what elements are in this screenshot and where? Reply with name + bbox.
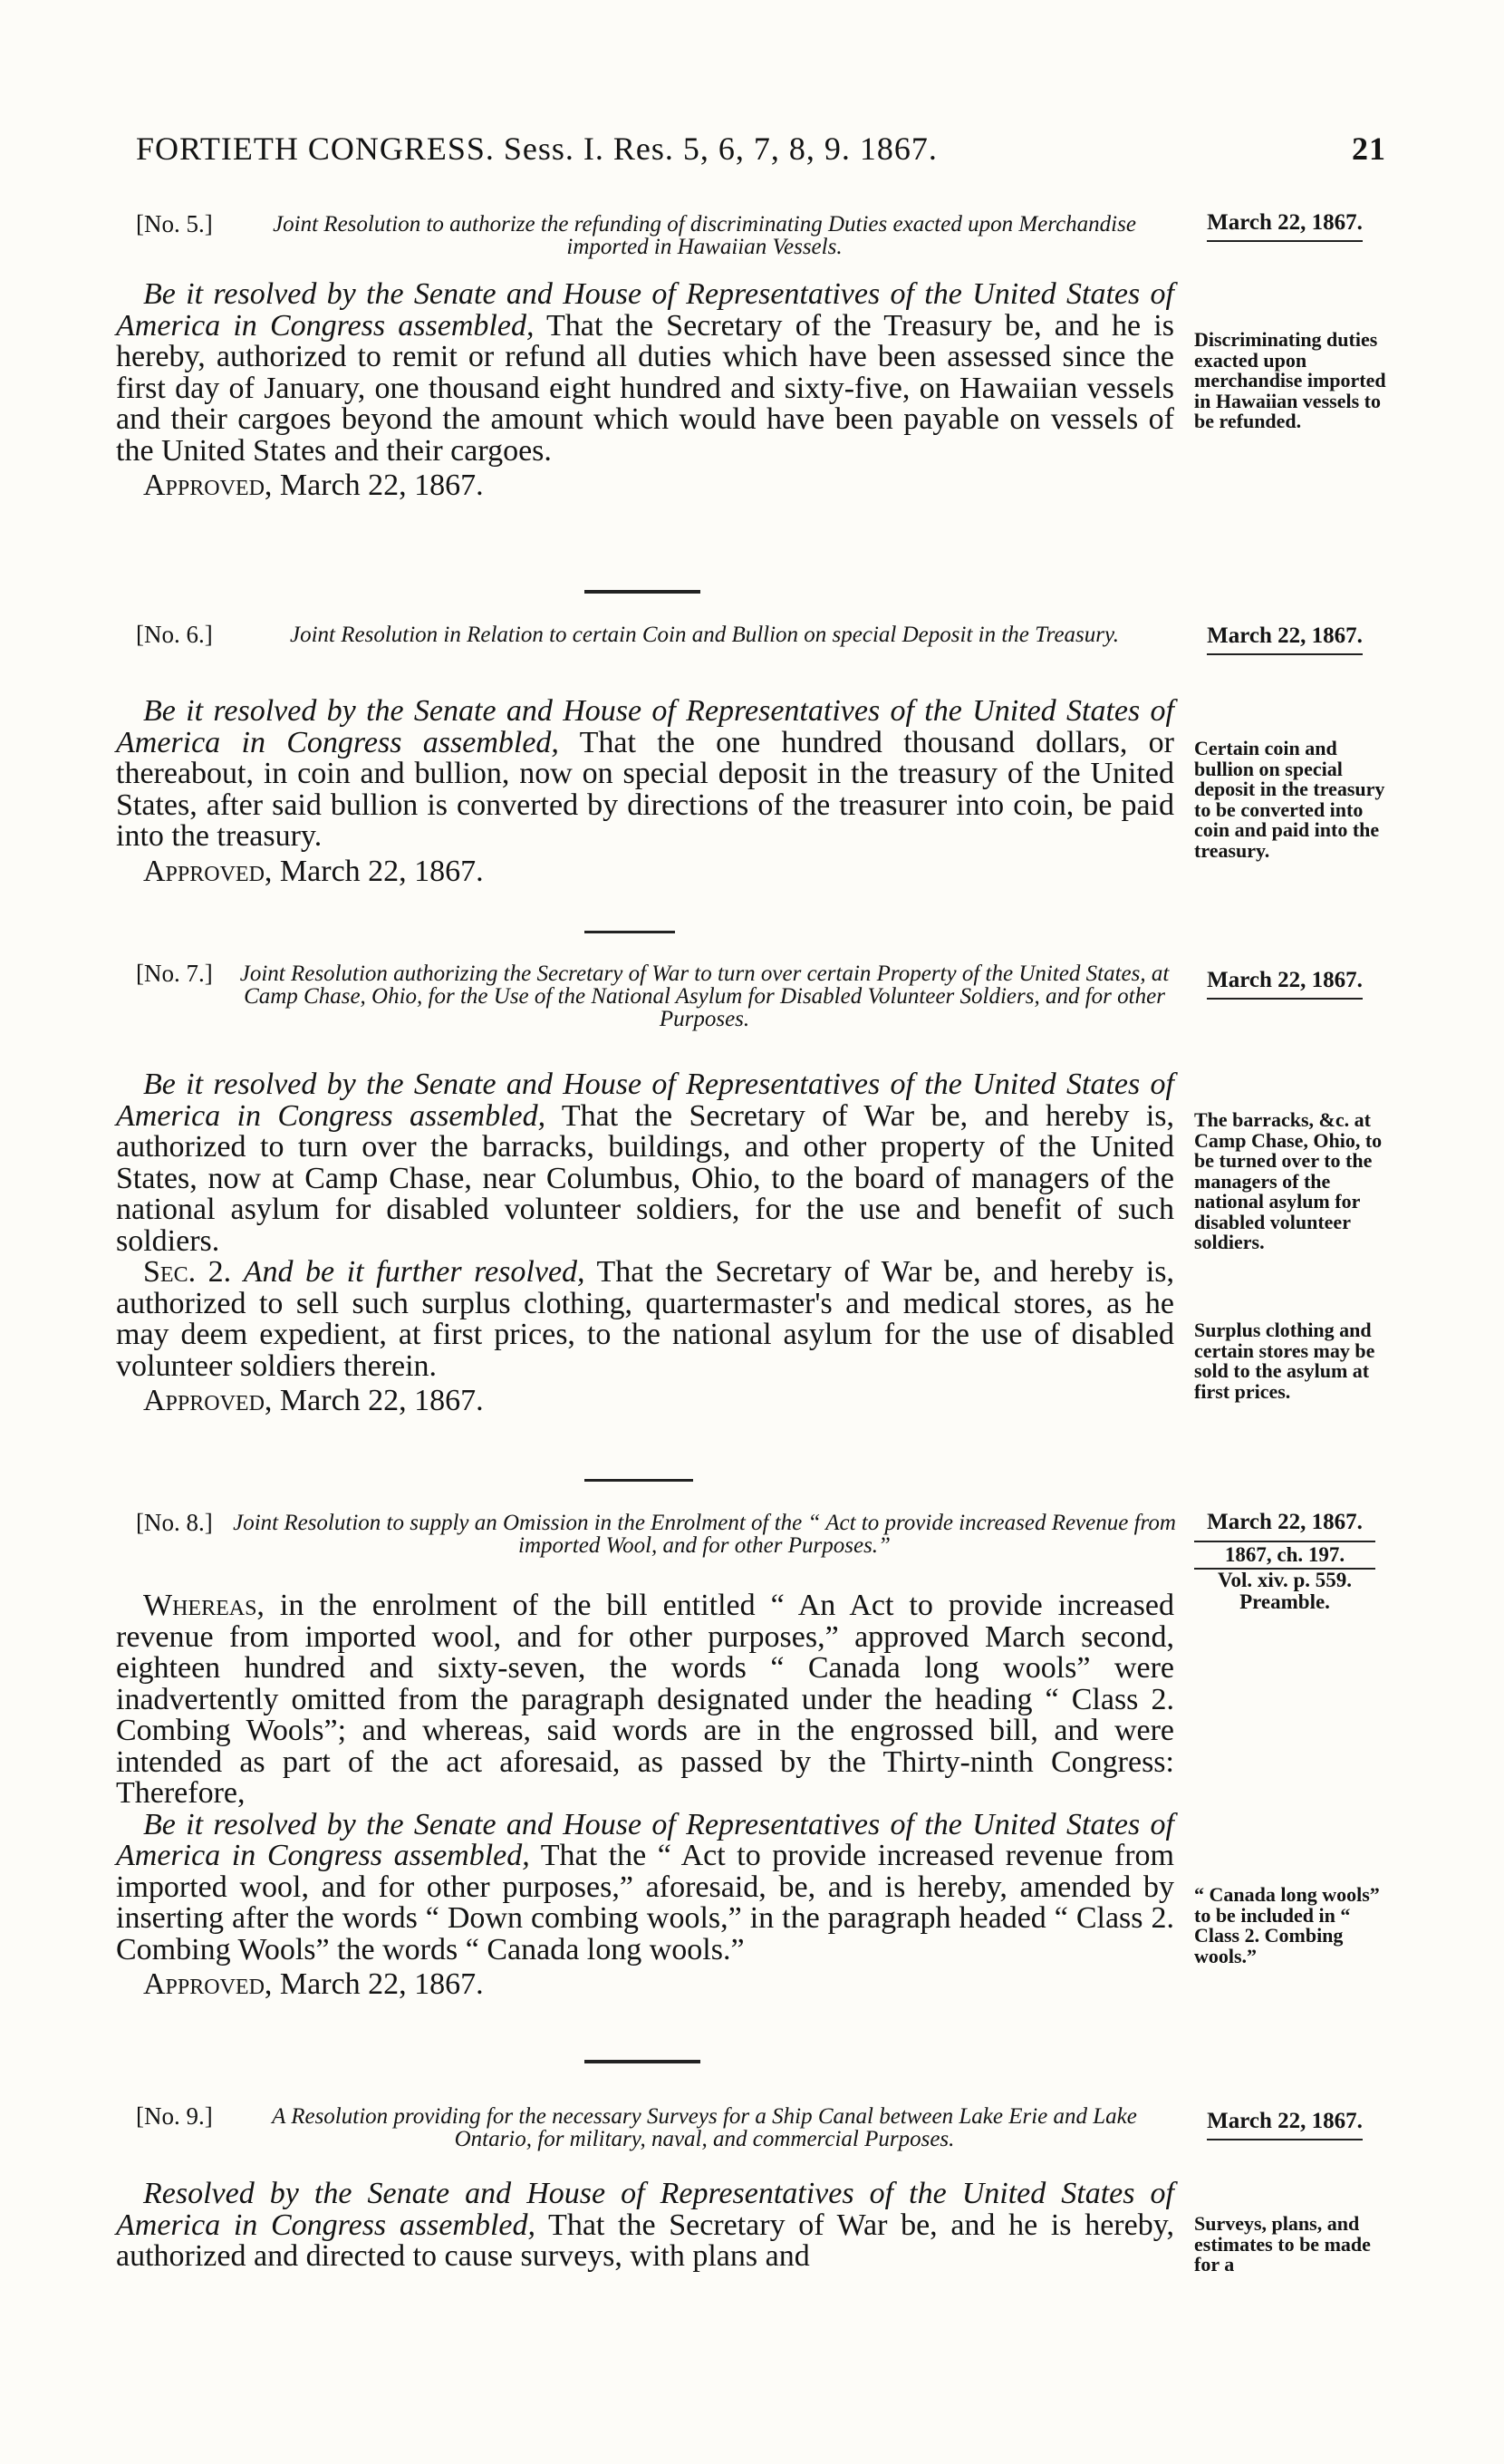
citation-1: 1867, ch. 197. (1194, 1541, 1375, 1570)
margin-note: Surveys, plans, and estimates to be made for a (1194, 2212, 1371, 2276)
section-rule (584, 1479, 693, 1482)
resolution-number: [No. 5.] (136, 210, 213, 237)
resolution-headline (136, 1509, 1178, 1558)
statute-citation (1194, 1541, 1375, 1613)
resolution-title: Joint Resolution to supply an Omission in the Enrolment of the “ Act to provide increased Revenue from imported Wool, and for other Purposes.” (233, 1511, 1176, 1558)
resolution-text (116, 2179, 1174, 2273)
section-rule (584, 2060, 700, 2063)
running-title: FORTIETH CONGRESS. Sess. I. Res. 5, 6, 7, 8, 9. 1867. (136, 130, 938, 167)
resolution-number: [No. 7.] (136, 960, 213, 987)
approved-line: Approved, March 22, 1867. (143, 1967, 484, 2001)
resolution-date: March 22, 1867. (1194, 968, 1375, 993)
citation-2: Vol. xiv. p. 559. (1217, 1569, 1353, 1591)
resolution-headline (136, 962, 1178, 1030)
margin-note: “ Canada long wools” to be included in “ Class 2. Combing wools.” (1194, 1883, 1380, 1967)
margin-note: Discriminating duties exacted upon merchandise imported in Hawaiian vessels to be refunded. (1194, 328, 1386, 432)
preamble-text: Whereas, in the enrolment of the bill entitled “ An Act to provide increased revenue from imported wool, and for other purposes,” approved March second, eighteen hundred and sixty-seven, the words “ Canada long wools” were inadvertently omitted from the paragraph designated under the heading “ Class 2. Combing Wools”; and whereas, said words are in the engrossed bill, and were intended as part of the act aforesaid, as passed by the Thirty-ninth Congress: Therefore, (116, 1589, 1175, 1810)
resolution-body (116, 279, 1174, 502)
resolution-title: A Resolution providing for the necessary Surveys for a Ship Canal between Lake Erie and Lake Ontario, for military, naval, and commercial Purposes. (272, 2104, 1137, 2151)
resolution-operative-text: That the Secretary of War be, and he is hereby, authorized and directed to cause surveys, with plans and (116, 2208, 1174, 2273)
resolution-body (116, 2179, 1174, 2273)
resolution-operative-text: That the “ Act to provide increased revenue from imported wool, and for other purposes,” aforesaid, be, and is hereby, amended by inserting after the words “ Down combing wools,” in the paragraph headed “ Class 2. Combing Wools” the words “ Canada long wools.” (116, 1839, 1174, 1966)
enacting-clause: Be it resolved by the Senate and House of Representatives of the United States of America in Congress assembled, (116, 1068, 1174, 1133)
resolution-body (116, 696, 1174, 887)
section-label: Sec. 2. (143, 1255, 232, 1289)
page-number: 21 (1352, 130, 1386, 167)
section-2-text: Sec. 2. And be it further resolved, That the Secretary of War be, and hereby is, authorized to sell such surplus clothing, quartermaster's and medical stores, as he may deem expedient, at first prices, to the national asylum for the use of disabled volunteer soldiers therein. (116, 1255, 1175, 1383)
enacting-clause: Be it resolved by the Senate and House of Representatives of the United States of America in Congress assembled, (116, 277, 1174, 343)
section-rule (584, 590, 700, 594)
approved-line: Approved, March 22, 1867. (143, 854, 484, 888)
section-clause: And be it further resolved, (243, 1255, 585, 1289)
resolution-text (116, 696, 1174, 853)
resolution-headline (136, 210, 1178, 259)
resolution-title: Joint Resolution in Relation to certain Coin and Bullion on special Deposit in the Treasury. (290, 623, 1119, 647)
resolution-headline (136, 2102, 1178, 2151)
resolution-operative-text: That the Secretary of the Treasury be, and he is hereby, authorized to remit or refund all duties which have been assessed since the first day of January, one thousand eight hundred and sixty-five, on Hawaiian vessels and their cargoes beyond the amount which would have been payable on vessels of the United States and their cargoes. (116, 308, 1174, 468)
resolution-text (116, 279, 1174, 467)
resolution-title: Joint Resolution to authorize the refunding of discriminating Duties exacted upon Merchandise imported in Hawaiian Vessels. (273, 212, 1136, 259)
margin-note: Certain coin and bullion on special deposit in the treasury to be converted into coin and paid into the treasury. (1194, 737, 1385, 862)
margin-note-2: Surplus clothing and certain stores may be sold to the asylum at first prices. (1194, 1319, 1375, 1403)
whereas-label: Whereas, (143, 1589, 265, 1622)
enacting-clause: Resolved by the Senate and House of Representatives of the United States of America in Congress assembled, (116, 2177, 1174, 2242)
resolution-number: [No. 8.] (136, 1509, 213, 1536)
running-header (136, 130, 1386, 168)
resolution-date: March 22, 1867. (1194, 210, 1375, 236)
resolution-headline (136, 623, 1178, 646)
resolution-operative-text: That the one hundred thousand dollars, or thereabout, in coin and bullion, now on special deposit in the treasury of the United States, after said bullion is converted by directions of the treasurer into coin, be paid into the treasury. (116, 725, 1174, 853)
enacting-clause: Be it resolved by the Senate and House of Representatives of the United States of America in Congress assembled, (116, 1807, 1174, 1872)
resolution-body (116, 1590, 1174, 2001)
resolution-text (116, 1069, 1174, 1257)
approved-line: Approved, March 22, 1867. (143, 1384, 484, 1417)
resolution-text (116, 1807, 1174, 1966)
approved-line: Approved, March 22, 1867. (143, 469, 484, 502)
resolution-operative-text: That the Secretary of War be, and hereby is, authorized to turn over the barracks, buildings, and other property of the United States, now at Camp Chase, near Columbus, Ohio, to the board of managers of the national asylum for disabled volunteer soldiers, for the use and benefit of such soldiers. (116, 1098, 1175, 1258)
resolution-date: March 22, 1867. (1194, 2109, 1375, 2134)
resolution-number: [No. 9.] (136, 2102, 213, 2130)
resolution-body (116, 1069, 1174, 1417)
resolution-number: [No. 6.] (136, 621, 213, 648)
resolution-date: March 22, 1867. (1194, 623, 1375, 649)
section-rule (584, 931, 675, 933)
enacting-clause: Be it resolved by the Senate and House of Representatives of the United States of America in Congress assembled, (116, 694, 1174, 759)
resolution-title: Joint Resolution authorizing the Secretary of War to turn over certain Property of the United States, at Camp Chase, Ohio, for the Use of the National Asylum for Disabled Volunteer Soldiers, and for other Purposes. (239, 961, 1170, 1031)
preamble-label: Preamble. (1239, 1590, 1330, 1613)
margin-note: The barracks, &c. at Camp Chase, Ohio, to be turned over to the managers of the national asylum for disabled volunteer soldiers. (1194, 1108, 1383, 1253)
resolution-date: March 22, 1867. (1207, 1510, 1363, 1534)
